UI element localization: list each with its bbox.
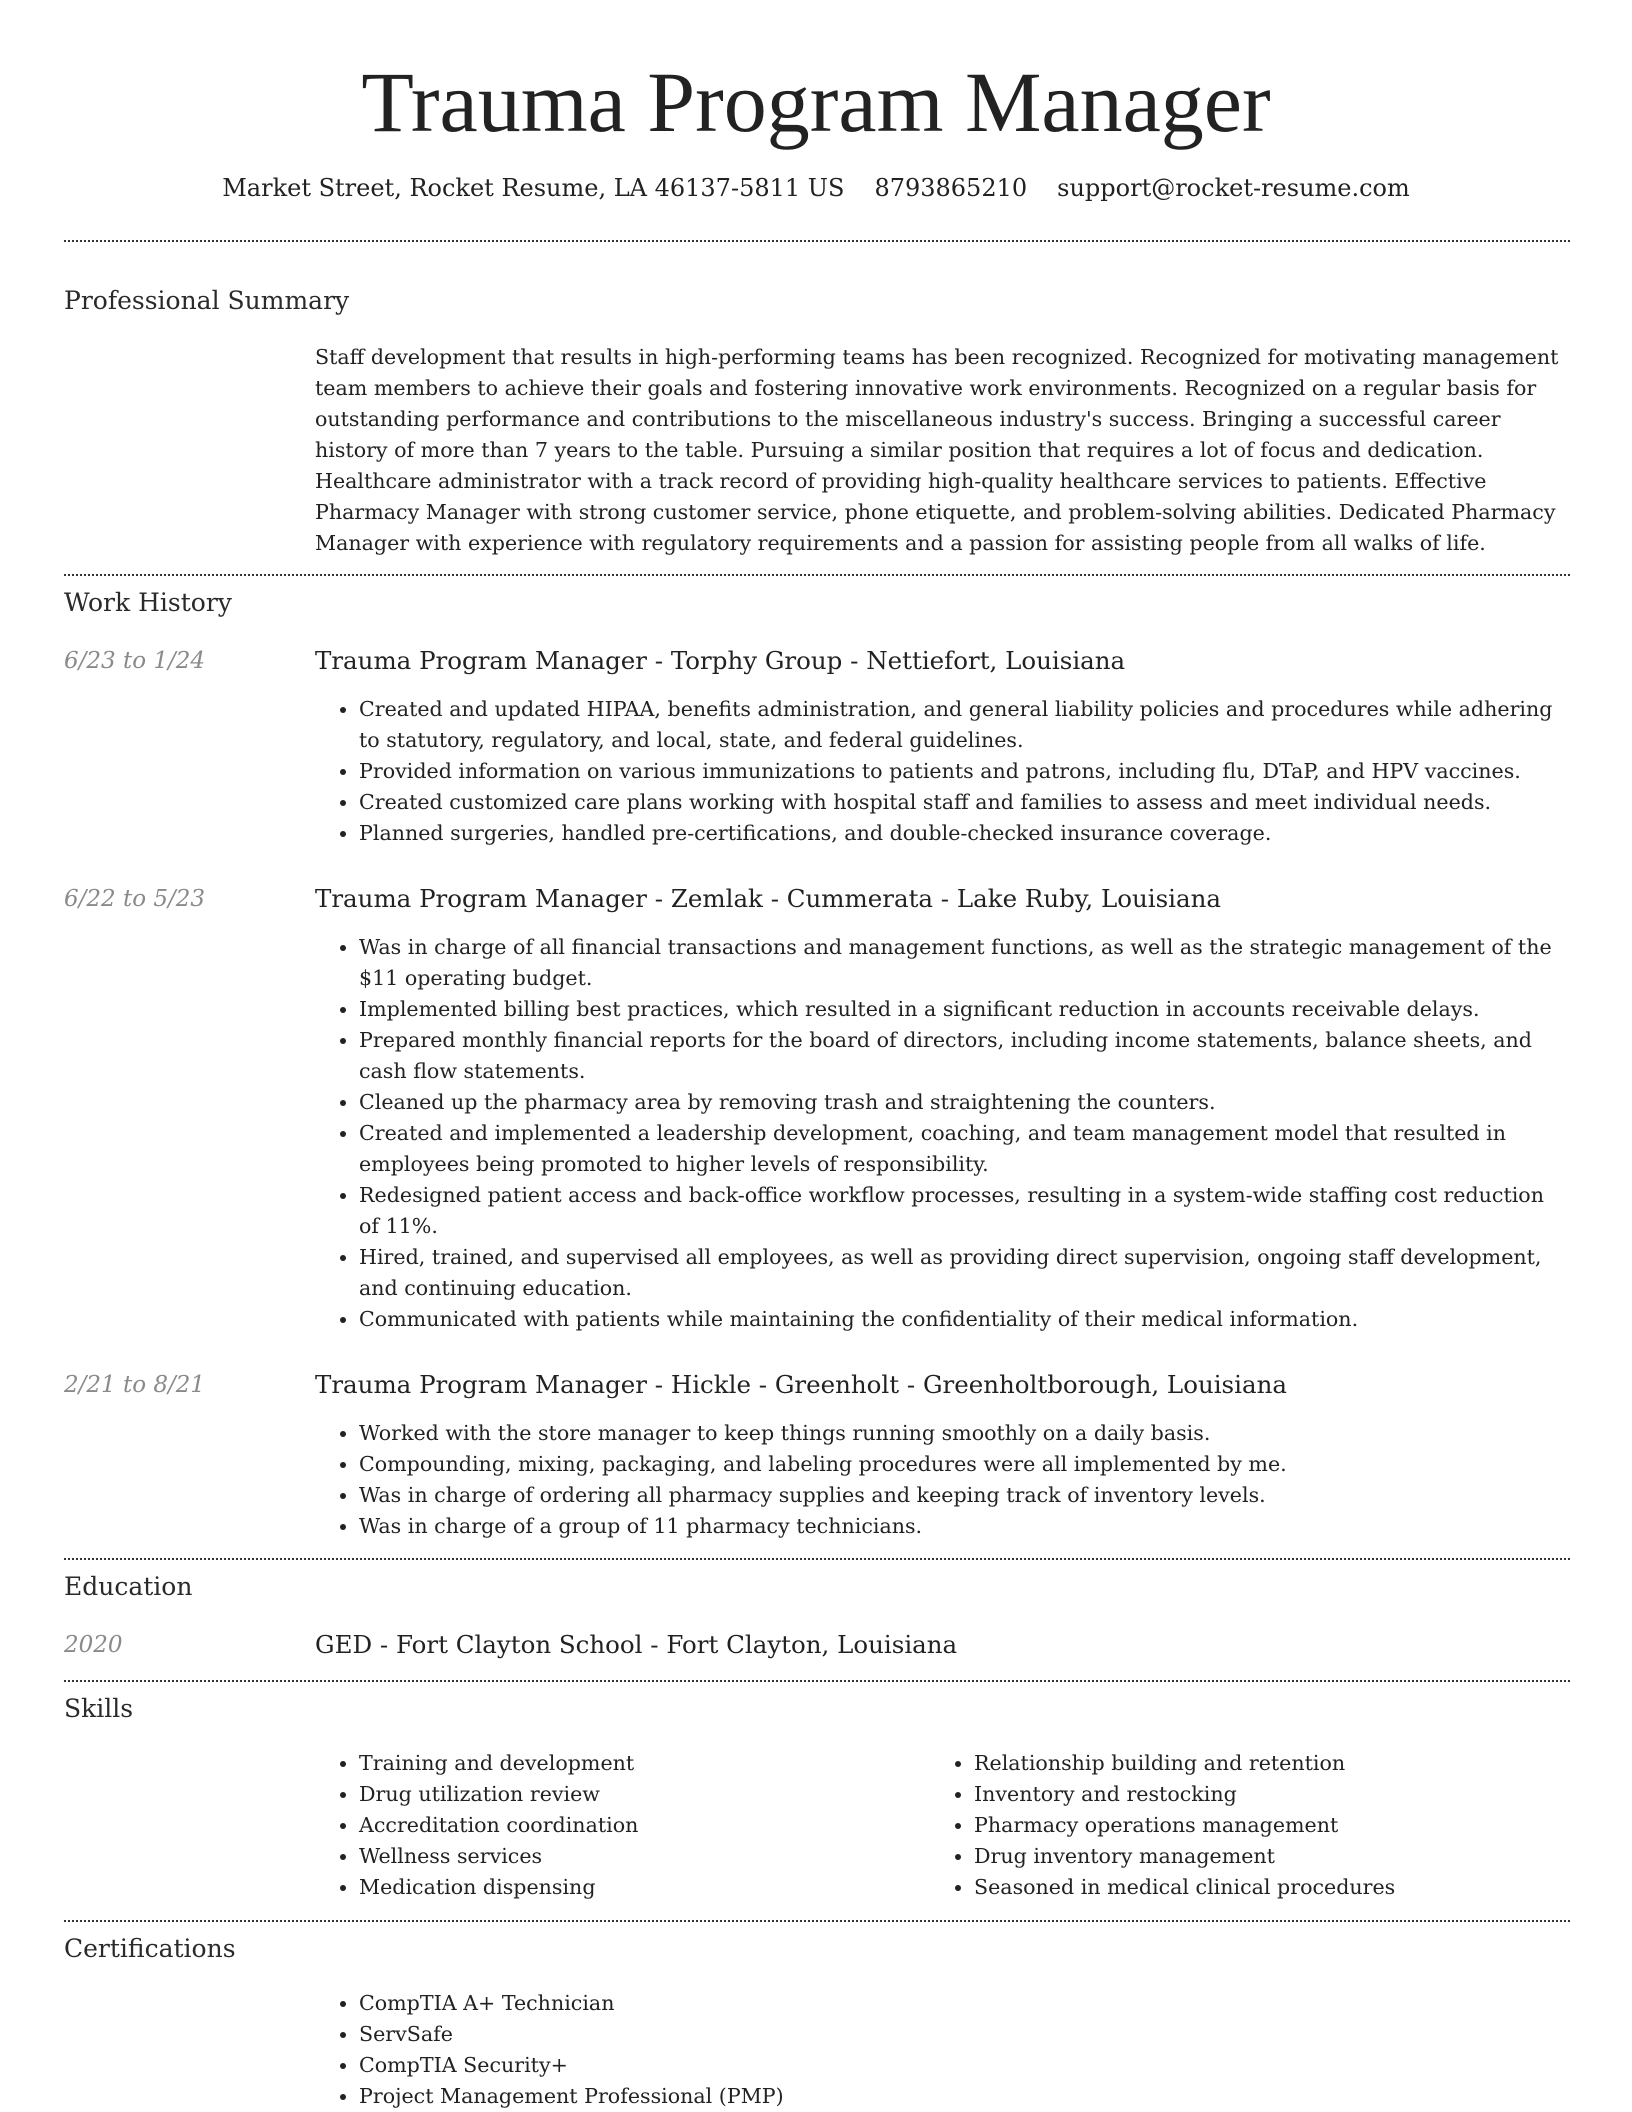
skills-heading: Skills: [64, 1694, 134, 1723]
job-bullets: [315, 694, 1567, 849]
job-dates: 6/22 to 5/23: [64, 886, 206, 912]
certification-item: • CompTIA A+ Technician: [359, 1988, 1115, 2019]
skills-list-right: [930, 1748, 1510, 1903]
job-bullet: • Implemented billing best practices, which resulted in a significant reduction in accounts receivable delays.: [359, 994, 1567, 1025]
job-bullet: • Cleaned up the pharmacy area by removing trash and straightening the counters.: [359, 1087, 1567, 1118]
job-bullet: • Planned surgeries, handled pre-certifications, and double-checked insurance coverage.: [359, 818, 1567, 849]
job-bullet: • Was in charge of all financial transactions and management functions, as well as the strategic management of the $11 operating budget.: [359, 932, 1567, 994]
skill-item: • Accreditation coordination: [359, 1810, 895, 1841]
job-bullets: [315, 932, 1567, 1335]
job-bullet: • Compounding, mixing, packaging, and labeling procedures were all implemented by me.: [359, 1449, 1567, 1480]
skills-list-left: [315, 1748, 895, 1903]
section-divider: [64, 240, 1570, 242]
education-heading: Education: [64, 1572, 193, 1601]
certification-item: • Project Management Professional (PMP): [359, 2081, 1115, 2112]
contact-line: [0, 171, 1632, 205]
skill-item: • Medication dispensing: [359, 1872, 895, 1903]
job-bullets: [315, 1418, 1567, 1542]
certifications-list: [315, 1988, 1115, 2112]
section-divider: [64, 574, 1570, 576]
candidate-name: Trauma Program Manager: [361, 54, 1271, 150]
job-bullet: • Was in charge of ordering all pharmacy supplies and keeping track of inventory levels.: [359, 1480, 1567, 1511]
job-bullet: • Hired, trained, and supervised all employees, as well as providing direct supervision, ongoing staff development, and continuing education.: [359, 1242, 1567, 1304]
skill-item: • Inventory and restocking: [974, 1779, 1510, 1810]
education-year: 2020: [64, 1632, 123, 1658]
skill-item: • Drug utilization review: [359, 1779, 895, 1810]
certifications-heading: Certifications: [64, 1934, 236, 1963]
certification-item: • ServSafe: [359, 2019, 1115, 2050]
contact-email: support@rocket-resume.com: [1057, 174, 1410, 202]
contact-address: Market Street, Rocket Resume, LA 46137-5811 US: [222, 174, 845, 202]
summary-text: Staff development that results in high-performing teams has been recognized. Recognized for motivating management team members to achieve their goals and fostering innovative work environments. Recognized on a regular basis for outstanding performance and contributions to the miscellaneous industry's success. Bringing a successful career history of more than 7 years to the table. Pursuing a similar position that requires a lot of focus and dedication. Healthcare administrator with a track record of providing high-quality healthcare services to patients. Effective Pharmacy Manager with strong customer service, phone etiquette, and problem-solving abilities. Dedicated Pharmacy Manager with experience with regulatory requirements and a passion for assisting people from all walks of life.: [315, 345, 1559, 555]
job-title: Trauma Program Manager - Zemlak - Cummerata - Lake Ruby, Louisiana: [315, 884, 1221, 913]
skill-item: • Drug inventory management: [974, 1841, 1510, 1872]
section-divider: [64, 1558, 1570, 1560]
summary-heading: Professional Summary: [64, 286, 350, 315]
job-bullet: • Was in charge of a group of 11 pharmacy technicians.: [359, 1511, 1567, 1542]
section-divider: [64, 1680, 1570, 1682]
education-title: GED - Fort Clayton School - Fort Clayton, Louisiana: [315, 1630, 958, 1659]
skill-item: • Wellness services: [359, 1841, 895, 1872]
skill-item: • Training and development: [359, 1748, 895, 1779]
skill-item: • Pharmacy operations management: [974, 1810, 1510, 1841]
job-bullet: • Created and implemented a leadership development, coaching, and team management model that resulted in employees being promoted to higher levels of responsibility.: [359, 1118, 1567, 1180]
job-bullet: • Redesigned patient access and back-office workflow processes, resulting in a system-wide staffing cost reduction of 11%.: [359, 1180, 1567, 1242]
skill-item: • Seasoned in medical clinical procedures: [974, 1872, 1510, 1903]
job-title: Trauma Program Manager - Hickle - Greenholt - Greenholtborough, Louisiana: [315, 1370, 1287, 1399]
certification-item: • CompTIA Security+: [359, 2050, 1115, 2081]
section-divider: [64, 1920, 1570, 1922]
skill-item: • Relationship building and retention: [974, 1748, 1510, 1779]
job-bullet: • Created customized care plans working with hospital staff and families to assess and meet individual needs.: [359, 787, 1567, 818]
job-bullet: • Communicated with patients while maintaining the confidentiality of their medical information.: [359, 1304, 1567, 1335]
job-dates: 6/23 to 1/24: [64, 648, 206, 674]
job-bullet: • Prepared monthly financial reports for the board of directors, including income statements, balance sheets, and cash flow statements.: [359, 1025, 1567, 1087]
contact-phone: 8793865210: [874, 174, 1028, 202]
job-bullet: • Worked with the store manager to keep things running smoothly on a daily basis.: [359, 1418, 1567, 1449]
job-bullet: • Created and updated HIPAA, benefits administration, and general liability policies and procedures while adhering to statutory, regulatory, and local, state, and federal guidelines.: [359, 694, 1567, 756]
job-bullet: • Provided information on various immunizations to patients and patrons, including flu, DTaP, and HPV vaccines.: [359, 756, 1567, 787]
work-history-heading: Work History: [64, 588, 232, 617]
job-dates: 2/21 to 8/21: [64, 1372, 206, 1398]
job-title: Trauma Program Manager - Torphy Group - Nettiefort, Louisiana: [315, 646, 1126, 675]
